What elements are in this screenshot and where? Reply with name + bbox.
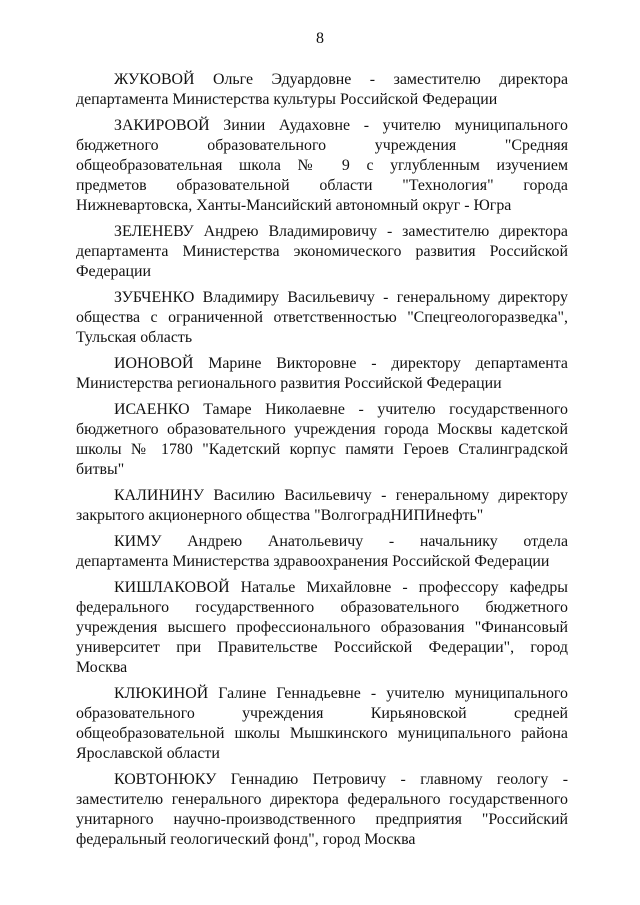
entry-line: бюджетного образовательного учреждения "Средняя bbox=[76, 137, 568, 154]
award-entry bbox=[76, 770, 568, 850]
entry-line: Ярославской области bbox=[76, 745, 220, 762]
entry-line: Москва bbox=[76, 659, 128, 676]
entry-line: школы № 1780 "Кадетский корпус памяти Героев Сталинградской bbox=[76, 441, 568, 458]
entry-line: федеральный геологический фонд", город Москва bbox=[76, 831, 416, 848]
entry-line: КЛЮКИНОЙ Галине Геннадьевне - учителю муниципального bbox=[114, 685, 568, 702]
entry-line: образовательного учреждения Кирьяновской средней bbox=[76, 705, 568, 722]
entry-line: общеобразовательная школа № 9 с углубленным изучением bbox=[76, 157, 568, 174]
award-entry bbox=[76, 532, 568, 572]
entry-line: ИСАЕНКО Тамаре Николаевне - учителю государственного bbox=[114, 401, 568, 418]
award-entry bbox=[76, 684, 568, 764]
award-entry bbox=[76, 288, 568, 348]
award-entry bbox=[76, 222, 568, 282]
entry-line: унитарного научно-производственного предприятия "Российский bbox=[76, 811, 568, 828]
entry-line: закрытого акционерного общества "ВолгоградНИПИнефть" bbox=[76, 507, 484, 524]
entry-line: общества с ограниченной ответственностью "Спецгеологоразведка", bbox=[76, 309, 568, 326]
entry-line: департамента Министерства здравоохранения Российской Федерации bbox=[76, 553, 550, 570]
entry-line: битвы" bbox=[76, 461, 125, 478]
entry-line: федерального государственного образовательного бюджетного bbox=[76, 599, 568, 616]
entry-line: КАЛИНИНУ Василию Васильевичу - генеральному директору bbox=[114, 487, 568, 504]
entry-line: департамента Министерства культуры Российской Федерации bbox=[76, 91, 498, 108]
entry-line: ИОНОВОЙ Марине Викторовне - директору департамента bbox=[114, 355, 568, 372]
entry-line: КИМУ Андрею Анатольевичу - начальнику отдела bbox=[114, 533, 568, 550]
entry-line: университет при Правительстве Российской Федерации", город bbox=[76, 639, 568, 656]
entry-line: заместителю генерального директора федерального государственного bbox=[76, 791, 568, 808]
entry-line: Нижневартовска, Ханты-Мансийский автономный округ - Югра bbox=[76, 197, 512, 214]
page-number: 8 bbox=[316, 30, 324, 47]
entry-line: предметов образовательной области "Технология" города bbox=[76, 177, 568, 194]
award-entry bbox=[76, 70, 568, 110]
entry-line: департамента Министерства экономического развития Российской bbox=[76, 243, 568, 260]
entry-line: общеобразовательной школы Мышкинского муниципального района bbox=[76, 725, 568, 742]
award-list bbox=[76, 70, 568, 856]
entry-line: учреждения высшего профессионального образования "Финансовый bbox=[76, 619, 568, 636]
entry-line: КИШЛАКОВОЙ Наталье Михайловне - профессору кафедры bbox=[114, 579, 568, 596]
entry-line: ЖУКОВОЙ Ольге Эдуардовне - заместителю директора bbox=[114, 71, 568, 88]
entry-line: Министерства регионального развития Российской Федерации bbox=[76, 375, 502, 392]
entry-line: ЗЕЛЕНЕВУ Андрею Владимировичу - заместителю директора bbox=[114, 223, 568, 240]
award-entry bbox=[76, 578, 568, 678]
entry-line: КОВТОНЮКУ Геннадию Петровичу - главному геологу - bbox=[114, 771, 568, 788]
entry-line: ЗАКИРОВОЙ Зинии Аудаховне - учителю муниципального bbox=[114, 117, 568, 134]
entry-line: Федерации bbox=[76, 263, 152, 280]
award-entry bbox=[76, 400, 568, 480]
award-entry bbox=[76, 354, 568, 394]
entry-line: бюджетного образовательного учреждения города Москвы кадетской bbox=[76, 421, 568, 438]
award-entry bbox=[76, 486, 568, 526]
award-entry bbox=[76, 116, 568, 216]
entry-line: Тульская область bbox=[76, 329, 193, 346]
entry-line: ЗУБЧЕНКО Владимиру Васильевичу - генеральному директору bbox=[114, 289, 568, 306]
